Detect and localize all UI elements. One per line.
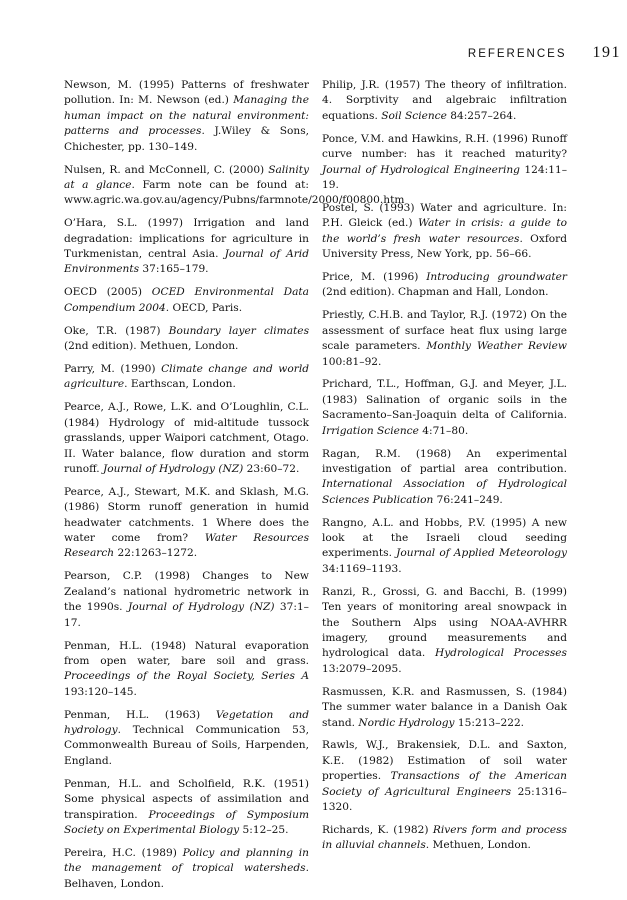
- reference-text: 22:1263–1272.: [114, 547, 198, 560]
- reference-text: 37:1–17.: [64, 601, 309, 629]
- reference-text: Pearce, A.J., Rowe, L.K. and O’Loughlin, C.L. (1984) Hydrology of mid-altitude tussock grasslands, upper Waipori catchment, Otago. II. Water balance, flow duration and storm runoff.: [64, 401, 309, 475]
- reference-text: 37:165–179.: [139, 263, 209, 276]
- reference-text: Ragan, R.M. (1968) An experimental investigation of partial area contribution.: [322, 447, 567, 475]
- reference-text: Philip, J.R. (1957) The theory of infiltration. 4. Sorptivity and algebraic infiltration equations.: [322, 79, 567, 122]
- reference-text: Penman, H.L. (1963): [64, 708, 216, 721]
- reference-text: Newson, M. (1995) Patterns of freshwater pollution. In: M. Newson (ed.): [64, 79, 309, 107]
- reference-text: Prichard, T.L., Hoffman, G.J. and Meyer, J.L. (1983) Salination of organic soils in the Sacramento–San-Joaquin delta of California.: [322, 378, 567, 422]
- reference-text: . Oxford University Press, New York, pp. 56–66.: [322, 232, 567, 261]
- reference-entry: [322, 447, 567, 509]
- reference-entry: [322, 78, 567, 124]
- reference-entry: [64, 777, 309, 839]
- reference-column-right: [322, 78, 567, 861]
- reference-text: 124:11–19.: [322, 163, 568, 191]
- reference-text: Ponce, V.M. and Hawkins, R.H. (1996) Runoff curve number: has it reached maturity?: [322, 132, 567, 161]
- reference-title-italic: Journal of Hydrology (NZ): [102, 462, 244, 475]
- reference-title-italic: Water Resources Research: [64, 532, 309, 560]
- reference-text: Rasmussen, K.R. and Rasmussen, S. (1984) The summer water balance in a Danish Oak stand.: [322, 685, 567, 729]
- reference-title-italic: Hydrological Processes: [434, 647, 567, 660]
- reference-title-italic: Journal of Arid Environments: [64, 248, 309, 276]
- reference-title-italic: Climate change and world agriculture: [64, 363, 309, 391]
- reference-entry: [64, 324, 309, 355]
- reference-title-italic: International Association of Hydrological Sciences Publication: [322, 478, 567, 506]
- reference-text: 193:120–145.: [64, 685, 137, 698]
- reference-text: Penman, H.L. and Scholfield, R.K. (1951) Some physical aspects of assimilation and transpiration.: [64, 777, 309, 821]
- reference-text: 23:60–72.: [243, 462, 300, 475]
- reference-text: Pereira, H.C. (1989): [64, 846, 183, 859]
- reference-title-italic: Vegetation and hydrology: [64, 708, 309, 737]
- reference-entry: [64, 485, 309, 562]
- reference-text: Richards, K. (1982): [322, 823, 433, 836]
- reference-title-italic: Journal of Hydrological Engineering: [322, 163, 520, 176]
- reference-entry: [64, 639, 309, 701]
- reference-entry: [64, 846, 309, 892]
- reference-entry: [322, 738, 567, 815]
- reference-text: Penman, H.L. (1948) Natural evaporation from open water, bare soil and grass.: [64, 639, 309, 667]
- reference-text: 34:1169–1193.: [322, 562, 402, 575]
- reference-text: . Farm note can be found at: www.agric.wa.gov.au/agency/Pubns/farmnote/2000/f00800.htm: [64, 178, 405, 207]
- reference-text: 5:12–25.: [239, 823, 289, 836]
- running-head: REFERENCES: [467, 48, 567, 60]
- reference-text: Rangno, A.L. and Hobbs, P.V. (1995) A new look at the Israeli cloud seeding experiments.: [322, 516, 567, 560]
- reference-entry: [64, 362, 309, 393]
- reference-title-italic: Soil Science: [381, 109, 447, 122]
- reference-title-italic: Salinity at a glance: [64, 163, 309, 191]
- reference-text: Priestly, C.H.B. and Taylor, R.J. (1972) On the assessment of surface heat flux using large scale parameters.: [322, 309, 567, 353]
- reference-text: . Methuen, London.: [425, 839, 531, 852]
- reference-text: (2nd edition). Chapman and Hall, London.: [322, 286, 549, 299]
- reference-text: 76:241–249.: [433, 493, 503, 506]
- reference-text: . Technical Communication 53, Commonwealth Bureau of Soils, Harpenden, England.: [64, 724, 309, 767]
- reference-text: 84:257–264.: [446, 109, 517, 122]
- page-number: 191: [592, 44, 621, 61]
- reference-entry: [322, 585, 567, 677]
- reference-text: 4:71–80.: [418, 424, 469, 437]
- reference-text: 15:213–222.: [454, 716, 525, 729]
- reference-text: Parry, M. (1990): [64, 363, 162, 375]
- reference-entry: [322, 377, 567, 439]
- reference-text: . J.Wiley & Sons, Chichester, pp. 130–149.: [64, 125, 310, 153]
- reference-text: 25:1316–1320.: [322, 785, 567, 814]
- reference-text: O’Hara, S.L. (1997) Irrigation and land degradation: implications for agriculture in Turkmenistan, central Asia.: [64, 217, 309, 261]
- reference-entry: [322, 823, 567, 854]
- reference-entry: [64, 216, 309, 278]
- reference-title-italic: Managing the human impact on the natural environment: patterns and processes: [64, 94, 310, 138]
- reference-title-italic: Journal of Applied Meteorology: [396, 547, 567, 560]
- reference-title-italic: Proceedings of Symposium Society on Experimental Biology: [64, 808, 309, 836]
- reference-text: Postel, S. (1993) Water and agriculture. In: P.H. Gleick (ed.): [322, 201, 567, 230]
- reference-title-italic: Irrigation Science: [322, 424, 419, 437]
- reference-title-italic: Rivers form and process in alluvial channels: [322, 823, 567, 852]
- reference-text: Nulsen, R. and McConnell, C. (2000): [64, 163, 269, 176]
- reference-entry: [64, 285, 309, 316]
- reference-entry: [64, 708, 309, 770]
- reference-entry: [322, 516, 567, 578]
- reference-text: . OECD, Paris.: [165, 301, 243, 314]
- reference-text: Ranzi, R., Grossi, G. and Bacchi, B. (1999) Ten years of monitoring areal snowpack in the Southern Alps using NOAA-AVHRR imagery, ground measurements and hydrological data.: [322, 585, 567, 660]
- reference-entry: [64, 569, 309, 631]
- reference-text: (2nd edition). Methuen, London.: [64, 340, 239, 353]
- reference-title-italic: Proceedings of the Royal Society, Series A: [64, 670, 309, 683]
- reference-title-italic: Nordic Hydrology: [358, 716, 455, 729]
- reference-entry: [322, 270, 567, 301]
- reference-text: Rawls, W.J., Brakensiek, D.L. and Saxton, K.E. (1982) Estimation of soil water properties.: [322, 739, 567, 783]
- reference-entry: [322, 132, 567, 194]
- reference-text: Price, M. (1996): [322, 270, 427, 283]
- reference-title-italic: Journal of Hydrology (NZ): [127, 601, 275, 614]
- reference-entry: [322, 201, 567, 263]
- reference-title-italic: Boundary layer climates: [168, 324, 309, 337]
- reference-text: Pearson, C.P. (1998) Changes to New Zealand’s national hydrometric network in the 1990s.: [64, 570, 309, 614]
- reference-entry: [64, 400, 309, 477]
- reference-entry: [322, 685, 567, 731]
- reference-text: . Earthscan, London.: [124, 378, 236, 391]
- reference-entry: [322, 308, 567, 370]
- reference-text: Oke, T.R. (1987): [64, 324, 169, 337]
- reference-text: OECD (2005): [64, 286, 152, 299]
- reference-text: . Belhaven, London.: [64, 862, 309, 890]
- reference-title-italic: Water in crisis: a guide to the world’s fresh water resources: [322, 217, 567, 245]
- reference-text: 13:2079–2095.: [322, 662, 402, 675]
- reference-title-italic: Monthly Weather Review: [426, 340, 568, 353]
- reference-entry: [64, 163, 405, 209]
- reference-entry: [64, 78, 309, 155]
- reference-title-italic: Policy and planning in the management of tropical watersheds: [64, 846, 309, 875]
- reference-title-italic: Introducing groundwater: [426, 270, 567, 283]
- reference-title-italic: Transactions of the American Society of Agricultural Engineers: [322, 770, 567, 798]
- reference-title-italic: OCED Environmental Data Compendium 2004: [64, 286, 309, 314]
- reference-text: Pearce, A.J., Stewart, M.K. and Sklash, M.G. (1986) Storm runoff generation in humid headwater catchments. 1 Where does the water come from?: [64, 485, 309, 545]
- reference-text: 100:81–92.: [322, 355, 382, 368]
- page-header: [468, 44, 621, 62]
